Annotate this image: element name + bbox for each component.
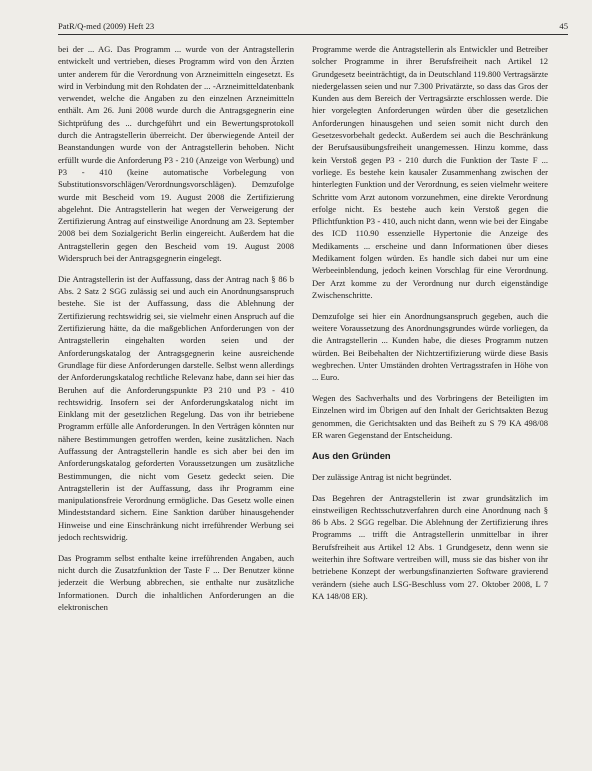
left-column [58, 43, 294, 765]
page-number: 45 [559, 21, 568, 31]
right-column [312, 43, 548, 765]
header-rule [58, 34, 568, 35]
page-header [58, 19, 568, 33]
paragraph: Programme werde die Antragstellerin als Entwickler und Betreiber solcher Programme in ihrer Berufsfreiheit nach Artikel 12 Grundgesetz beeinträchtigt, da in Deutschland 119.800 Vertragsärzte niedergelassen seien und nur 7.300 Privatärzte, so dass das Gros der Kunden aus dem Bereich der Vertragsärzte erschlossen werde. Die hier vorgelegten Anforderungen würden über die gesetzlichen Anforderungen hinausgehen und seien somit nicht durch den Gesetzesvorbehalt gedeckt. Außerdem sei auch die Beschränkung der Berufsausübungsfreiheit unangemessen. Hinzu komme, dass kein Verstoß gegen P3 - 210 durch die Funktion der Taste F ... vorliege. Es bestehe kein kausaler Zusammenhang zwischen der hinterlegten Funktion und der Verordnung, es seien vielmehr weitere Schritte vom Arzt autonom vorzunehmen, eine direkte Verordnung erfolge nicht. Es bestehe auch kein Verstoß gegen die Pflichtfunktion P3 - 410, auch nicht dann, wenn wie bei der Eingabe des ICD 110.90 essenzielle Hypertonie die Anzeige des Medikaments ... erscheine und dann Informationen über dieses Medikament folgen würden. Es handle sich dabei nur um eine Werbeeinblendung, jedoch keinen Vorschlag für eine Verordnung. Der Arzt komme zu der Verordnung nur durch eigenständige Zwischenschritte. [312, 44, 548, 300]
paragraph: Der zulässige Antrag ist nicht begründet. [312, 471, 452, 482]
paragraph: Demzufolge sei hier ein Anordnungsanspruch gegeben, auch die weitere Voraussetzung des Anordnungsgrundes würde vorliegen, da die Antragstellerin ... Kunden habe, die dieses Programm nutzen würden. Bei Beibehalten der Nichtzertifizierung würde diese Basis wegbrechen. Unter Umständen drohten Vertragsstrafen in Höhe von ... Euro. [312, 310, 548, 383]
section-heading: Aus den Gründen [312, 449, 391, 461]
paragraph: Wegen des Sachverhalts und des Vorbringens der Beteiligten im Einzelnen wird im Übrigen auf den Inhalt der Gerichtsakten Bezug genommen, die Gerichtsakten und das Beiheft zu S 79 KA 498/08 ER waren Gegenstand der Entscheidung. [312, 393, 548, 440]
journal-citation: PatR/Q-med (2009) Heft 23 [58, 21, 155, 31]
paragraph: bei der ... AG. Das Programm ... wurde von der Antragstellerin entwickelt und vertrieben, dieses Programm wird von den Ärzten unter anderem für die Verordnung von Arzneimitteln eingesetzt. Es wird in Verbindung mit den Rohdaten der ... -Arzneimitteldatenbank verwendet, welche die Angaben zu den einzelnen Arzneimitteln enthält. Am 26. Juni 2008 wurde durch die Antragsgegnerin eine Sichtprüfung des ... durchgeführt und ein Bewertungsprotokoll durch die Antragstellerin überreicht. Der überwiegende Anteil der Beanstandungen wurde von der Antragstellerin behoben. Nicht erfüllt wurde die Anforderung P3 - 210 (Anzeige von Werbung) und P3 - 410 (keine automatische Vorbelegung von Substitutionsvorschlägen/Verordnungsvorschlägen). Demzufolge wurde mit Bescheid vom 19. August 2008 die Zertifizierung abgelehnt. Die Antragstellerin hat wegen der Verweigerung der Zertifizierung Antrag auf einstweilige Anordnung am 23. September 2008 bei dem Sozialgericht Berlin eingereicht. Außerdem hat die Antragstellerin gegen den Bescheid vom 19. August 2008 Widerspruch bei der Antragsgegnerin eingelegt. [58, 44, 294, 264]
paragraph: Das Begehren der Antragstellerin ist zwar grundsätzlich im einstweiligen Rechtsschutzverfahren durch eine Anordnung nach § 86 b Abs. 2 SGG regelbar. Die Ablehnung der Zertifizierung ihres Programms ... trifft die Antragstellerin unmittelbar in ihrer Berufsfreiheit aus Artikel 12 Abs. 1 Grundgesetz, denn wenn sie weiterhin ihre Software vertreiben will, muss sie das bisher von ihr betriebene Konzept der werbungsfinanzierten Software gravierend verändern (siehe auch LSG-Beschluss vom 27. Oktober 2008, L 7 KA 148/08 ER). [312, 492, 548, 601]
paragraph: Die Antragstellerin ist der Auffassung, dass der Antrag nach § 86 b Abs. 2 Satz 2 SGG zulässig sei und auch ein Anordnungsanspruch bestehe. Sie ist der Auffassung, dass die Ablehnung der Zertifizierung rechtswidrig sei, sie vielmehr einen Anspruch auf die Zertifizierung hätte, da die maßgeblichen Anforderungen von der Antragstellerin eingehalten worden seien und der Anforderungskatalog der Antragsgegnerin keine ausreichende Grundlage für diese Anforderungen darstelle. Selbst wenn allerdings der Anforderungskatalog rechtliche Relevanz habe, dann sei hier das Beruhen auf die Anforderungspunkte P3 210 und P3 - 410 rechtswidrig. Insofern sei der Anforderungskatalog nicht im Einklang mit der gesetzlichen Regelung. Das von ihr betriebene Programm erfülle alle Anforderungen. In den Verträgen könnten nur nähere Bestimmungen getroffen werden, keine zusätzlichen. Nach Auffassung der Antragstellerin handle es sich aber bei den im Anforderungskatalog geforderten Voraussetzungen um zusätzliche Bestimmungen, die nicht vom Gesetz gedeckt seien. Die Antragstellerin ist der Auffassung, dass ihr Programm eine manipulationsfreie Verordnung ermögliche. Das Gesetz wolle einen Mindeststandard sichern. Eine Sanktion darüber hinausgehender Hinweise und eine Einschränkung nicht irreführender Werbung sei jedoch rechtswidrig. [58, 273, 294, 543]
paragraph: Das Programm selbst enthalte keine irreführenden Angaben, auch nicht durch die Zusatzfunktion der Taste F ... Der Benutzer könne jederzeit die Werbung abbrechen, sie enthalte nur zusätzliche Informationen. Durch die inhaltlichen Anforderungen an die elektronischen [58, 552, 294, 613]
